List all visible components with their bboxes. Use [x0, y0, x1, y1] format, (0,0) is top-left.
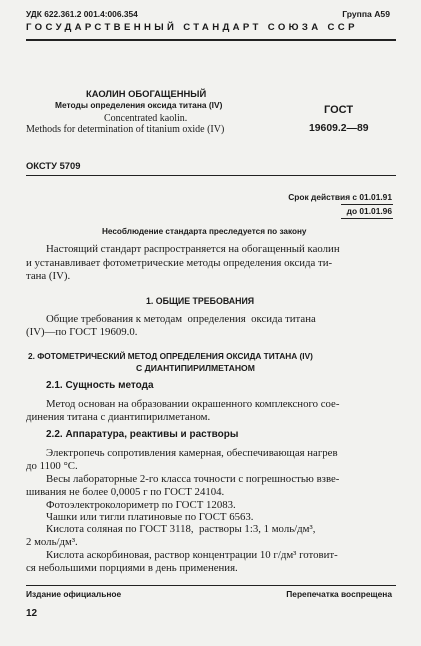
validity-start: Срок действия с 01.01.91: [288, 192, 392, 202]
footer-rule: [26, 585, 396, 586]
okstu-code: ОКСТУ 5709: [26, 160, 81, 171]
standard-banner: ГОСУДАРСТВЕННЫЙ СТАНДАРТ СОЮЗА ССР: [26, 22, 358, 33]
intro-line-2: и устанавливает фотометрические методы определения оксида ти-: [26, 257, 333, 269]
validity-underline-1: [341, 204, 393, 205]
subsection-2-2-line-8: 2 моль/дм³.: [26, 536, 78, 548]
subsection-2-1-line-2: динения титана с диантипирилметаном.: [26, 411, 211, 423]
subsection-2-2-line-1: Электропечь сопротивления камерная, обеспечивающая нагрев: [46, 447, 338, 459]
document-subtitle: Методы определения оксида титана (IV): [55, 100, 223, 110]
subsection-2-2-line-6: Чашки или тигли платиновые по ГОСТ 6563.: [46, 511, 254, 523]
udk-code: УДК 622.361.2 001.4:006.354: [26, 9, 138, 19]
law-notice: Несоблюдение стандарта преследуется по закону: [102, 227, 307, 236]
subsection-2-2-line-4: шивания не более 0,0005 г по ГОСТ 24104.: [26, 486, 225, 498]
section-2-heading-line-1: 2. ФОТОМЕТРИЧЕСКИЙ МЕТОД ОПРЕДЕЛЕНИЯ ОКСИДА ТИТАНА (IV): [28, 351, 313, 361]
footer-official-edition: Издание официальное: [26, 589, 122, 599]
okstu-rule: [26, 175, 396, 176]
section-1-line-2: (IV)—по ГОСТ 19609.0.: [26, 326, 138, 338]
subsection-2-1-line-1: Метод основан на образовании окрашенного комплексного сое-: [46, 398, 340, 410]
subsection-2-2-line-5: Фотоэлектроколориметр по ГОСТ 12083.: [46, 499, 236, 511]
page-number: 12: [26, 608, 38, 619]
validity-underline-2: [341, 218, 393, 219]
subsection-2-2-line-3: Весы лабораторные 2-го класса точности с погрешностью взве-: [46, 473, 340, 485]
subsection-2-2-line-7: Кислота соляная по ГОСТ 3118, растворы 1:3, 1 моль/дм³,: [46, 523, 316, 535]
intro-line-3: тана (IV).: [26, 270, 71, 282]
subsection-2-2-line-9: Кислота аскорбиновая, раствор концентрации 10 г/дм³ готовит-: [46, 549, 338, 561]
section-2-heading-line-2: С ДИАНТИПИРИЛМЕТАНОМ: [136, 363, 255, 373]
title-english: Concentrated kaolin.: [104, 113, 188, 124]
header-rule: [26, 39, 396, 41]
group-code: Группа А59: [342, 9, 390, 19]
footer-reprint-prohibited: Перепечатка воспрещена: [286, 589, 392, 599]
subtitle-english: Methods for determination of titanium oxide (IV): [26, 124, 225, 135]
document-title: КАОЛИН ОБОГАЩЕННЫЙ: [86, 88, 207, 99]
subsection-2-2-line-2: до 1100 °С.: [26, 460, 78, 472]
gost-number: 19609.2—89: [309, 123, 369, 134]
subsection-2-1-heading: 2.1. Сущность метода: [46, 380, 154, 391]
subsection-2-2-line-10: ся небольшими порциями в день применения.: [26, 562, 238, 574]
subsection-2-2-heading: 2.2. Аппаратура, реактивы и растворы: [46, 429, 239, 440]
validity-end: до 01.01.96: [346, 206, 392, 216]
section-1-line-1: Общие требования к методам определения оксида титана: [46, 313, 316, 325]
intro-line-1: Настоящий стандарт распространяется на обогащенный каолин: [46, 243, 340, 255]
section-1-heading: 1. ОБЩИЕ ТРЕБОВАНИЯ: [146, 296, 255, 306]
gost-label: ГОСТ: [324, 104, 354, 116]
